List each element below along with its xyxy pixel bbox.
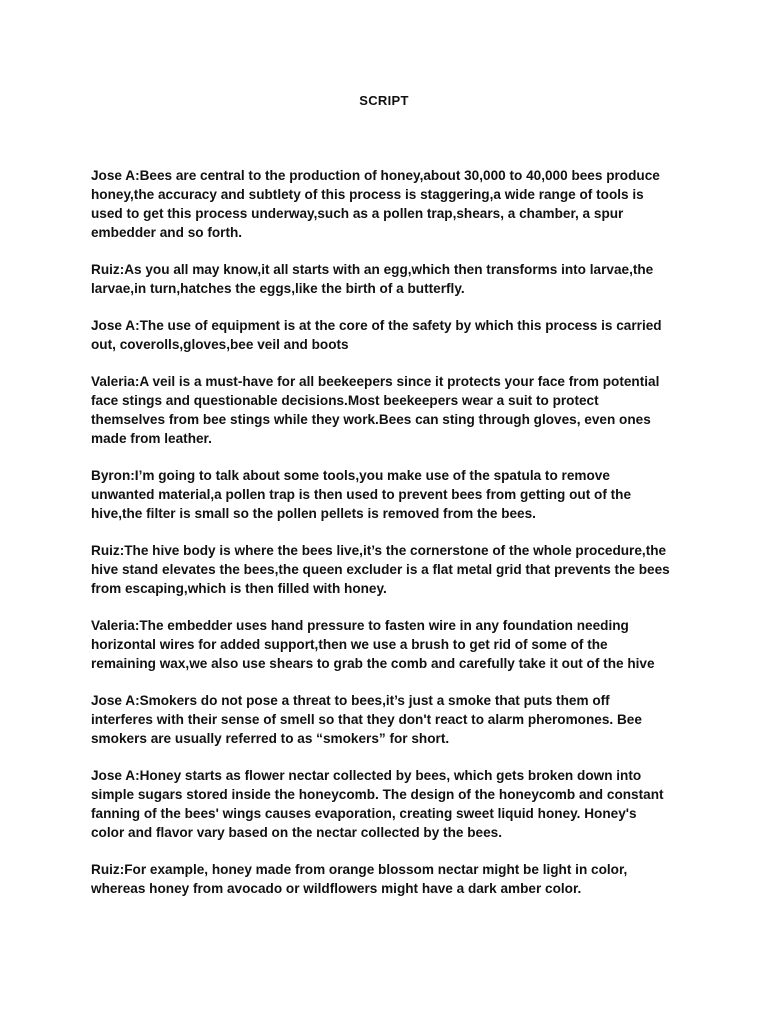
script-paragraph: Jose A:The use of equipment is at the core of the safety by which this process is carried out, coverolls,gloves,bee veil and boots xyxy=(91,318,662,352)
script-paragraph: Jose A:Bees are central to the production of honey,about 30,000 to 40,000 bees produce honey,the accuracy and subtlety of this process is staggering,a wide range of tools is used to get this process underway,such as a pollen trap,shears, a chamber, a spur embedder and so forth. xyxy=(91,168,660,240)
document-title: SCRIPT xyxy=(359,93,409,108)
script-paragraph: Ruiz:For example, honey made from orange blossom nectar might be light in color, whereas honey from avocado or wildflowers might have a dark amber color. xyxy=(91,862,628,896)
script-paragraph: Jose A:Smokers do not pose a threat to bees,it’s just a smoke that puts them off interferes with their sense of smell so that they don't react to alarm pheromones. Bee smokers are usually referred to as “smokers” for short. xyxy=(91,693,642,746)
script-paragraph: Jose A:Honey starts as flower nectar collected by bees, which gets broken down into simple sugars stored inside the honeycomb. The design of the honeycomb and constant fanning of the bees' wings causes evaporation, creating sweet liquid honey. Honey's color and flavor vary based on the nectar collected by the bees. xyxy=(91,768,664,840)
script-paragraph: Valeria:The embedder uses hand pressure to fasten wire in any foundation needing horizontal wires for added support,then we use a brush to get rid of some of the remaining wax,we also use shears to grab the comb and carefully take it out of the hive xyxy=(91,618,655,671)
script-paragraph: Ruiz:As you all may know,it all starts with an egg,which then transforms into larvae,the larvae,in turn,hatches the eggs,like the birth of a butterfly. xyxy=(91,262,654,296)
script-paragraph: Byron:I’m going to talk about some tools,you make use of the spatula to remove unwanted material,a pollen trap is then used to prevent bees from getting out of the hive,the filter is small so the pollen pellets is removed from the bees. xyxy=(91,468,632,521)
script-paragraph: Ruiz:The hive body is where the bees live,it’s the cornerstone of the whole procedure,the hive stand elevates the bees,the queen excluder is a flat metal grid that prevents the bees from escaping,which is then filled with honey. xyxy=(91,543,670,596)
script-body xyxy=(91,166,691,916)
script-paragraph: Valeria:A veil is a must-have for all beekeepers since it protects your face from potential face stings and questionable decisions.Most beekeepers wear a suit to protect themselves from bee stings while they work.Bees can sting through gloves, even ones made from leather. xyxy=(91,374,660,446)
